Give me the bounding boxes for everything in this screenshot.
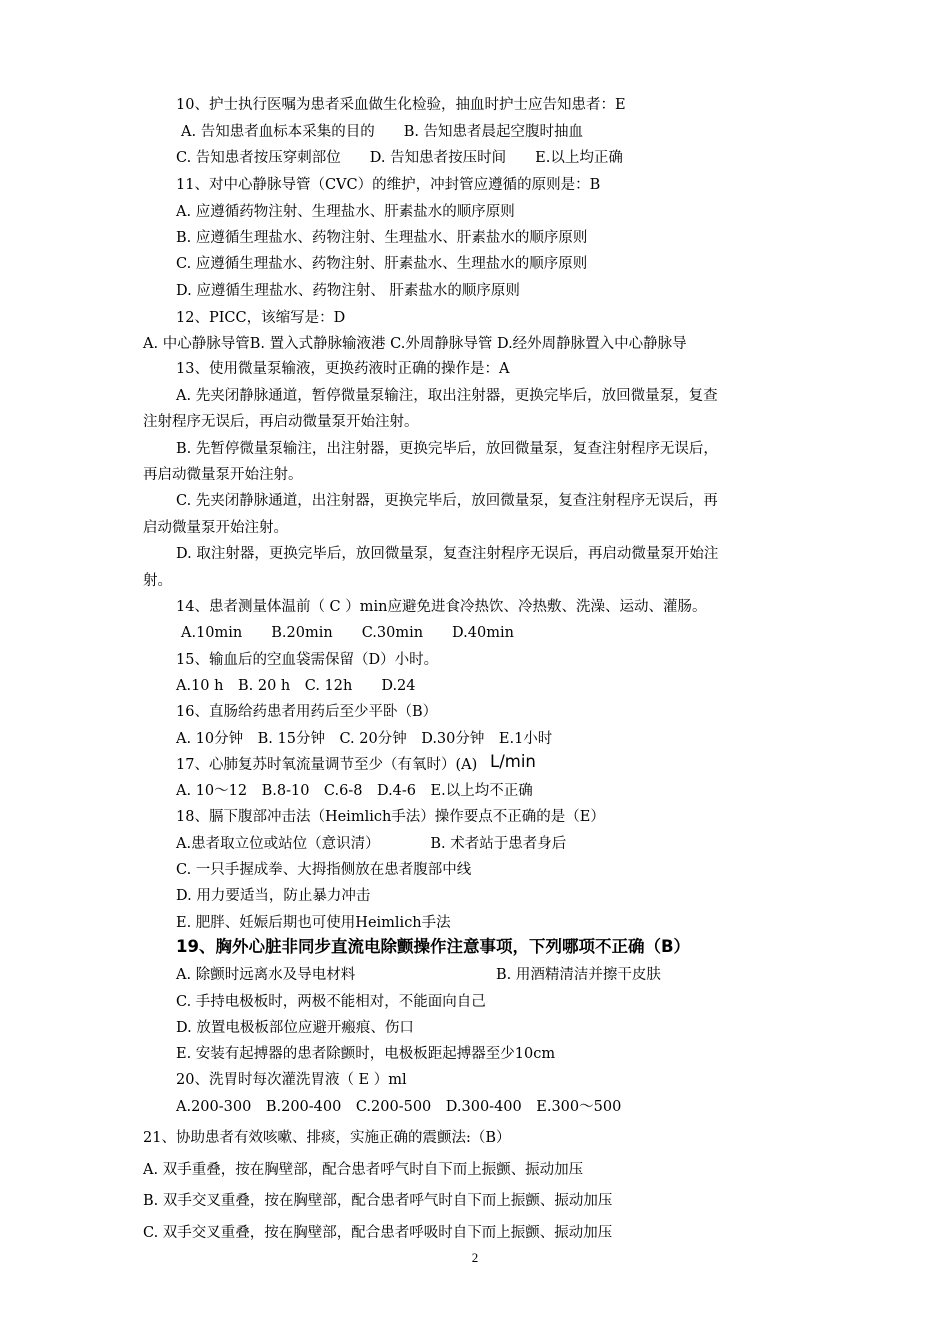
question-16-options: A. 10分钟 B. 15分钟 C. 20分钟 D.30分钟 E.1小时 [176,731,553,747]
question-10-options-cde: C. 告知患者按压穿刺部位 D. 告知患者按压时间 E.以上均正确 [176,150,623,166]
question-18-option-e: E. 肥胖、妊娠后期也可使用Heimlich手法 [176,915,451,931]
question-17-unit: L/min [490,752,536,771]
question-11-option-b: B. 应遵循生理盐水、药物注射、生理盐水、肝素盐水的顺序原则 [176,230,588,246]
question-21-option-a: A. 双手重叠，按在胸壁部，配合患者呼气时自下而上振颤、振动加压 [143,1162,584,1178]
question-13-option-b: B. 先暂停微量泵输注，出注射器，更换完毕后，放回微量泵，复查注射程序无误后， [176,441,718,457]
question-19: 19、胸外心脏非同步直流电除颤操作注意事项，下列哪项不正确（B） [176,937,691,956]
question-19-option-a: A. 除颤时远离水及导电材料 [176,967,356,983]
question-12: 12、PICC，该缩写是：D [176,310,346,326]
question-15-options: A.10 h B. 20 h C. 12h D.24 [176,678,416,694]
question-18-options-ab: A.患者取立位或站位（意识清） B. 术者站于患者身后 [176,836,567,852]
page-number: 2 [471,1250,479,1265]
question-17-options: A. 10～12 B.8-10 C.6-8 D.4-6 E.以上均不正确 [176,783,533,799]
question-19-option-d: D. 放置电极板部位应避开瘢痕、伤口 [176,1020,414,1036]
question-11-option-d: D. 应遵循生理盐水、药物注射、 肝素盐水的顺序原则 [176,283,520,299]
question-11-option-a: A. 应遵循药物注射、生理盐水、肝素盐水的顺序原则 [176,204,515,220]
question-15: 15、输血后的空血袋需保留（D）小时。 [176,652,439,668]
question-21-option-b: B. 双手交叉重叠，按在胸壁部，配合患者呼气时自下而上振颤、振动加压 [143,1193,613,1209]
question-14: 14、患者测量体温前（ C ）min应避免进食冷热饮、冷热敷、洗澡、运动、灌肠。 [176,599,707,615]
question-18-option-c: C. 一只手握成拳、大拇指侧放在患者腹部中线 [176,862,472,878]
question-20-options: A.200-300 B.200-400 C.200-500 D.300-400 E.300～500 [176,1099,622,1115]
question-19-option-e: E. 安装有起搏器的患者除颤时，电极板距起搏器至少10cm [176,1046,556,1062]
question-21-option-c: C. 双手交叉重叠，按在胸壁部，配合患者呼吸时自下而上振颤、振动加压 [143,1225,613,1241]
question-13-option-c: C. 先夹闭静脉通道，出注射器，更换完毕后，放回微量泵，复查注射程序无误后，再 [176,493,718,509]
question-17: 17、心肺复苏时氧流量调节至少（有氧时）(A) [176,757,478,773]
question-13-option-d: D. 取注射器，更换完毕后，放回微量泵，复查注射程序无误后，再启动微量泵开始注 [176,546,719,562]
question-11: 11、对中心静脉导管（CVC）的维护，冲封管应遵循的原则是：B [176,177,601,193]
question-18: 18、膈下腹部冲击法（Heimlich手法）操作要点不正确的是（E） [176,809,605,825]
question-13-option-d-cont: 射。 [143,573,172,589]
question-16: 16、直肠给药患者用药后至少平卧（B） [176,704,438,720]
question-13-option-b-cont: 再启动微量泵开始注射。 [143,467,303,483]
question-10: 10、护士执行医嘱为患者采血做生化检验，抽血时护士应告知患者：E [176,97,626,113]
question-18-option-d: D. 用力要适当，防止暴力冲击 [176,888,371,904]
question-13-option-c-cont: 启动微量泵开始注射。 [143,520,288,536]
question-21: 21、协助患者有效咳嗽、排痰，实施正确的震颤法:（B） [143,1130,511,1146]
question-12-options: A. 中心静脉导管B. 置入式静脉输液港 C.外周静脉导管 D.经外周静脉置入中心静脉导 [143,336,687,352]
question-14-options: A.10min B.20min C.30min D.40min [181,625,514,641]
question-11-option-c: C. 应遵循生理盐水、药物注射、肝素盐水、生理盐水的顺序原则 [176,256,588,272]
question-20: 20、洗胃时每次灌洗胃液（ E ）ml [176,1072,407,1088]
question-19-option-b: B. 用酒精清洁并擦干皮肤 [496,967,661,983]
question-13-option-a: A. 先夹闭静脉通道，暂停微量泵输注，取出注射器，更换完毕后，放回微量泵，复查 [176,388,718,404]
question-10-options-ab: A. 告知患者血标本采集的目的 B. 告知患者晨起空腹时抽血 [181,124,584,140]
question-13-option-a-cont: 注射程序无误后，再启动微量泵开始注射。 [143,414,419,430]
question-19-option-c: C. 手持电极板时，两极不能相对，不能面向自己 [176,994,486,1010]
question-13: 13、使用微量泵输液，更换药液时正确的操作是：A [176,361,510,377]
